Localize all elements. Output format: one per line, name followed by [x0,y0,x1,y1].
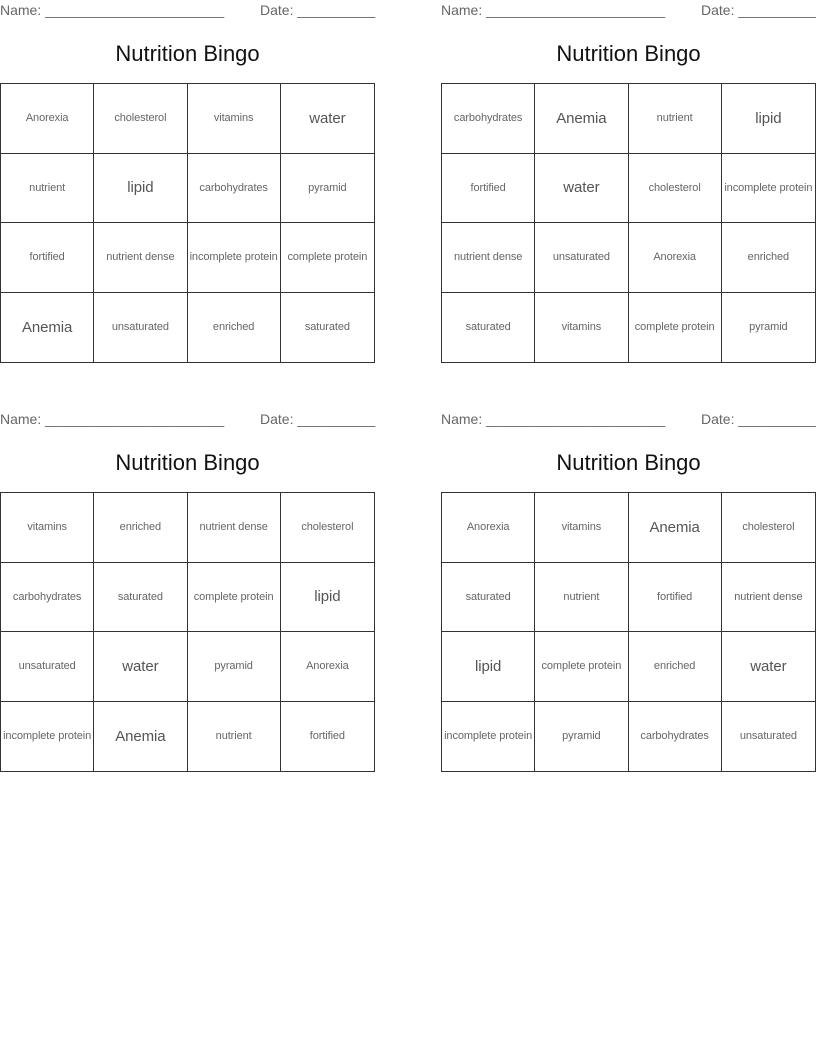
bingo-cell: cholesterol [94,84,187,154]
bingo-cell: incomplete protein [722,154,815,224]
bingo-cell: Anemia [629,493,722,563]
bingo-cell: nutrient [1,154,94,224]
bingo-grid [0,83,375,363]
bingo-cell: saturated [304,321,350,334]
bingo-card-2 [441,0,816,334]
bingo-cell: water [281,84,374,154]
card-title: Nutrition Bingo [556,450,701,475]
date-field-label: Date: __________ [701,411,816,427]
bingo-cell: nutrient dense [722,563,815,633]
name-date-line [0,409,375,429]
bingo-cell: cholesterol [722,493,815,563]
name-field-label: Name: _______________________ [441,2,666,18]
date-field-label: Date: __________ [260,2,376,18]
bingo-grid [441,492,816,772]
date-field-label: Date: __________ [260,411,376,427]
bingo-cell: fortified [629,563,722,633]
bingo-cell: nutrient dense [188,493,281,563]
bingo-cell: Anemia [1,293,94,363]
bingo-cell: incomplete protein [1,702,94,772]
bingo-cell: vitamins [188,84,281,154]
name-field-label: Name: _______________________ [441,411,666,427]
bingo-cell: nutrient [629,84,722,154]
bingo-cell: fortified [1,223,94,293]
bingo-cell: complete protein [188,563,281,633]
bingo-cell: enriched [94,493,187,563]
bingo-cell: nutrient dense [442,223,535,293]
card-title: Nutrition Bingo [556,41,701,66]
bingo-grid [441,83,816,363]
bingo-cell: vitamins [535,493,628,563]
bingo-cell: Anemia [94,702,187,772]
bingo-cell: fortified [442,154,535,224]
bingo-card-4 [441,409,816,743]
bingo-cell: complete protein [535,632,628,702]
name-date-line [441,409,816,429]
bingo-cell: carbohydrates [1,563,94,633]
bingo-cell: saturated [442,563,535,633]
bingo-cell: complete protein [281,223,374,293]
bingo-cell: nutrient dense [94,223,187,293]
bingo-cell: fortified [309,730,345,743]
name-date-line [0,0,375,20]
bingo-cell: pyramid [188,632,281,702]
bingo-cell: lipid [281,563,374,633]
bingo-cell: carbohydrates [442,84,535,154]
bingo-grid [0,492,375,772]
bingo-cell: Anorexia [281,632,374,702]
bingo-cell: enriched [629,632,722,702]
card-title: Nutrition Bingo [115,450,260,475]
bingo-cell: Anemia [535,84,628,154]
bingo-cell: unsaturated [1,632,94,702]
name-field-label: Name: _______________________ [0,2,225,18]
bingo-cell: water [94,632,187,702]
bingo-cell: enriched [722,223,815,293]
bingo-cell: lipid [94,154,187,224]
bingo-cell: carbohydrates [629,702,722,772]
bingo-cell: Anorexia [1,84,94,154]
bingo-cell: pyramid [749,321,788,334]
bingo-cell: enriched [188,293,281,363]
bingo-cell: incomplete protein [188,223,281,293]
bingo-cell: complete protein [629,293,722,363]
bingo-cell: nutrient [188,702,281,772]
bingo-cell: unsaturated [94,293,187,363]
bingo-cell: cholesterol [281,493,374,563]
bingo-cell: vitamins [1,493,94,563]
bingo-cell: unsaturated [739,730,797,743]
bingo-cell: saturated [94,563,187,633]
bingo-cell: incomplete protein [442,702,535,772]
bingo-cell: water [535,154,628,224]
bingo-cell: unsaturated [535,223,628,293]
bingo-cell: lipid [442,632,535,702]
bingo-cell: carbohydrates [188,154,281,224]
name-date-line [441,0,816,20]
card-title: Nutrition Bingo [115,41,260,66]
bingo-cell: pyramid [281,154,374,224]
bingo-cell: vitamins [535,293,628,363]
date-field-label: Date: __________ [701,2,816,18]
bingo-cell: nutrient [535,563,628,633]
bingo-cell: lipid [722,84,815,154]
bingo-card-3 [0,409,376,745]
name-field-label: Name: _______________________ [0,411,225,427]
bingo-cell: cholesterol [629,154,722,224]
bingo-cell: pyramid [535,702,628,772]
bingo-cell: Anorexia [442,493,535,563]
bingo-cell: water [722,632,815,702]
bingo-card-1 [0,0,376,336]
bingo-cell: Anorexia [629,223,722,293]
bingo-cell: saturated [442,293,535,363]
